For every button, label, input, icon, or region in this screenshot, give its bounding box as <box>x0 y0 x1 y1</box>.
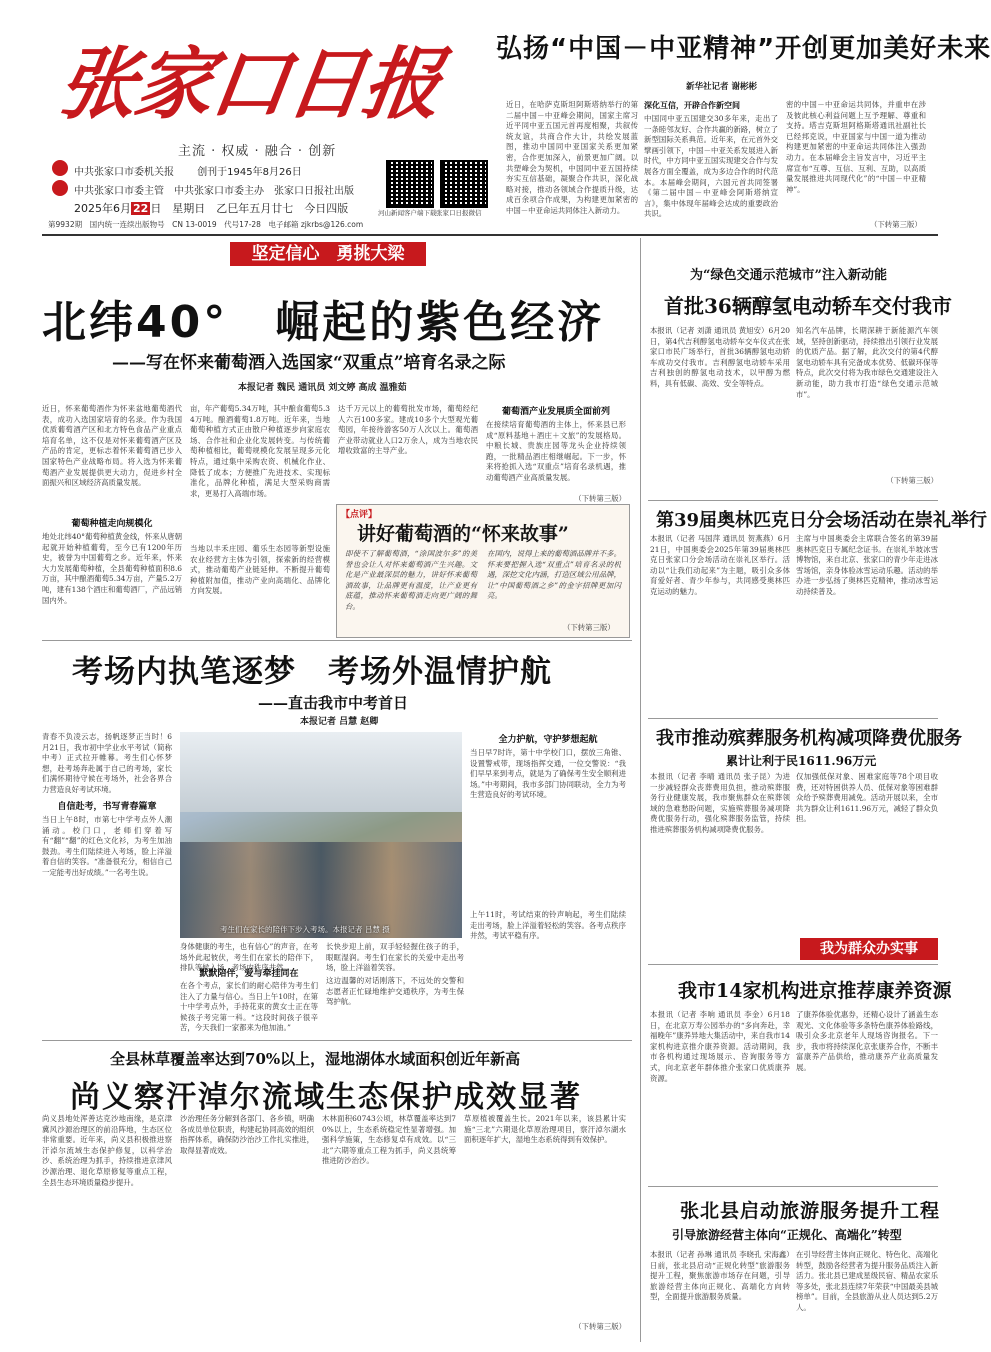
main-col1b-text: 地处北纬40°葡萄种植黄金线，怀来从唐朝起就开始种植葡萄，至今已有1200年历史，被誉为中国葡萄之乡。近年来，怀来大力发展葡萄种植，全县葡萄种植面积8.6万亩，其中酿酒葡萄5.34万亩，产量5.2万吨，建有138个酒庄和葡萄酒厂，产品远销国内外。 <box>42 532 182 605</box>
olympic-col1: 本报讯（记者 马国萍 通讯员 贺燕燕）6月21日，中国奥委会2025年第39届奥林匹克日张家口分会场活动在崇礼区举行。活动以“让我们动起来”为主题，吸引众多体育爱好者、青少年参与，共同感受奥林匹克运动的魅力。 <box>650 534 790 596</box>
main-article-col2 <box>190 404 330 624</box>
date-prefix: 2025年6月 <box>74 202 131 215</box>
main-article-subheadline: ——写在怀来葡萄酒入选国家“双重点”培育名录之际 <box>112 353 506 373</box>
tourism-col1: 本报讯（记者 孙琳 通讯员 李晓孔 宋海鑫）日前，张北县启动“正规化转型”旅游服务提升工程，聚焦旅游市场存在问题，引导旅游经营主体向正规化、高端化方向转型，全面提升旅游服务质量。 <box>650 1250 790 1302</box>
exam-col1b-text: 当日上午8时，市第七中学考点外人潮涌动。校门口，老师们穿着写有“翻”“翻”的红色文化衫，为考生加油鼓劲。考生们陆续进入考场，脸上洋溢着自信的笑容。“准备很充分，相信自己一定能考出好成绩。”一名考生说。 <box>42 815 172 877</box>
ecology-col4-text: 草原植被覆盖生长。2021年以来，该县累计实施“三北”六期退化草原治理项目，察汗淖尔湖水面积逐年扩大，湿地生态系统得到有效保护。 <box>464 1114 626 1145</box>
newspaper-logo: 张家口日报 <box>52 39 446 130</box>
funeral-subheadline: 累计让利于民1611.96万元 <box>726 754 877 768</box>
main-col4-subhead: 葡萄酒产业发展质全面前列 <box>501 407 610 417</box>
exam-article-byline: 本报记者 吕慧 赵卿 <box>300 717 379 727</box>
photo-building <box>180 732 462 812</box>
qr-code-wechat <box>440 160 488 208</box>
commentary-headline: 讲好葡萄酒的“怀来故事” <box>357 523 569 545</box>
commentary-col2: 在国内，说得上来的葡萄酒品牌并不多。怀来要把握入选“双重点”培育名录的机遇，深挖文化内涵，打造区域公用品牌，让“中国葡萄酒之乡”的金字招牌更加闪亮。 <box>487 549 621 601</box>
exam-col2 <box>180 942 318 1032</box>
exam-col1-subhead: 自信赴考，书写青春篇章 <box>57 802 157 812</box>
tourism-col2: 在引导经营主体向正规化、特色化、高端化转型，鼓励各经营者为提升服务品质注入新活力。张北县已建成星级民宿、精品农家乐等多处，张北县连续7年荣获“中国最美县城榜单”。目前，全县旅游从业人员达到5.2万人。 <box>796 1250 938 1312</box>
commentary-box <box>336 504 630 638</box>
exam-col3-text: 长快步迎上前，双手轻轻握住孩子的手，眼眶湿润。考生们在家长的关爱中走出考场，脸上洋溢着笑容。 <box>326 942 464 973</box>
main-article-col1 <box>42 404 182 624</box>
ecology-continue: （下转第三版） <box>574 1322 626 1331</box>
exam-col2b-text: 在各个考点，家长们的耐心陪伴为考生们注入了力量与信心。当日上午10时，在第十中学考点外，手持花束的黄女士正在等候孩子考完第一科。“这段时间孩子很辛苦，今天我们一家都来为他加油。” <box>180 981 318 1033</box>
slogan: 主流 · 权威 · 融合 · 创新 <box>178 144 337 159</box>
logo-mark-icon <box>52 160 68 176</box>
exam-col4-text: 当日早7时许，第十中学校门口，摆放三角锥、设置警戒带，现场指挥交通，一位交警说：“我们早早来到考点，就是为了确保考生安全顺利进场。”中考期间，我市多部门协同联动，全力为考生营造良好的考试环境。 <box>470 748 626 800</box>
exam-col2-text: 身体健康的考生，也有信心”的声音，在考场外此起彼伏，考生们在家长的陪伴下，排队等候入场，考场内秩序井然。 <box>180 942 318 973</box>
olympic-headline: 第39届奥林匹克日分会场活动在崇礼举行 <box>656 510 988 531</box>
issue-date <box>74 200 348 216</box>
main-col2b-text: 当地以丰禾庄园、葡乐生态园等新型设施农业经营方主体为引领，探索新的经营模式，推动葡萄产业链延伸。不断提升葡萄种植附加值，推动产业向高端化、品牌化方向发展。 <box>190 544 330 596</box>
exam-col4b-text: 上午11时，考试结束的铃声响起，考生们陆续走出考场，脸上洋溢着轻松的笑容。各考点秩序井然，考试平稳有序。 <box>470 910 626 941</box>
elderly-headline: 我市14家机构进京推荐康养资源 <box>678 980 952 1002</box>
qr-code-app <box>386 160 434 208</box>
exam-col4-subhead: 全力护航，守护梦想起航 <box>498 735 598 745</box>
right-divider-1 <box>648 500 938 501</box>
right-divider-4 <box>648 1186 938 1187</box>
photo-caption: 考生们在家长的陪伴下步入考场。本报记者 吕慧 摄 <box>220 925 390 934</box>
top-article-headline: 弘扬“中国－中亚精神”开创更加美好未来 <box>496 34 991 64</box>
top-article-byline: 新华社记者 谢彬彬 <box>686 82 757 92</box>
exam-photo <box>180 732 462 938</box>
right-divider-2 <box>648 718 938 719</box>
qr-app-label: 河山新闻客户端下载 <box>378 209 437 217</box>
section-divider-2 <box>42 1040 632 1041</box>
org-name: 中共张家口市委机关报 <box>74 167 174 178</box>
main-col4-continue: （下转第三版） <box>574 494 626 503</box>
tourism-headline: 张北县启动旅游服务提升工程 <box>680 1200 941 1222</box>
section-divider-1 <box>42 640 632 641</box>
funeral-col2: 仅加强低保对象、困难家庭等78个项目收费，还对特困供养人员、低保对象等困难群众给予殡葬费用减免。活动开展以来，全市共为群众让利1611.96万元，减轻了群众负担。 <box>796 772 938 824</box>
exam-col2-subhead: 默默陪伴，爱与牵挂同在 <box>199 969 299 979</box>
funeral-headline: 我市推动殡葬服务机构减项降费优服务 <box>656 728 962 749</box>
exam-col3 <box>326 942 464 1032</box>
top-article-continue: （下转第三版） <box>870 220 922 229</box>
exam-col3b-text: 这边温馨的对话刚落下，不远处的交警和志愿者正忙碌地维护交通秩序，为考生保驾护航。 <box>326 976 464 1007</box>
ecology-kicker: 全县林草覆盖率达到70%以上，湿地湖体水域面积创近年新高 <box>110 1050 521 1068</box>
masthead-divider <box>42 234 938 236</box>
exam-article-headline: 考场内执笔逐梦 考场外温情护航 <box>72 654 552 690</box>
tourism-subheadline: 引导旅游经营主体向“正规化、高端化”转型 <box>672 1228 902 1242</box>
main-article-col3: 达千万元以上的葡萄批发市场，葡萄经纪人六百100多家。建成10多个大型观光葡萄园，年接待游客50万人次以上。葡萄酒产业带动就业人口2万余人，成为当地农民增收致富的主导产业。 <box>338 404 478 456</box>
exam-col1 <box>42 732 172 1032</box>
org-line-1 <box>74 163 302 178</box>
top-article-col1: 近日，在哈萨克斯坦阿斯塔纳举行的第二届中国－中亚峰会期间，国家主席习近平同中亚五国元首再度相聚，共叙传统友谊，共商合作大计，共绘发展蓝图，推动中国同中亚国家关系更加紧密，合作更加深入，前景更加广阔。以共塑峰会为契机，中国同中亚五国持续夯实互信基础，凝聚合作共识，深化战略对接，推动各领域合作提质升级，达成百余项合作成果，为构建更加紧密的中国－中亚命运共同体注入新动力。 <box>506 100 638 215</box>
date-suffix: 日 星期日 乙巳年五月廿七 今日四版 <box>150 202 349 215</box>
main-article-headline: 北纬40° 崛起的紫色经济 <box>42 297 605 348</box>
ecology-col4 <box>464 1114 626 1340</box>
elderly-col2: 了康养体验优惠券，还精心设计了涵盖生态观光、文化体验等多条特色康养体验路线，吸引众多北京老年人现场咨询报名。下一步，我市将持续深化京张康养合作，不断丰富康养产品供给，推动康养产业高质量发展。 <box>796 1010 938 1072</box>
exam-article-subheadline: ——直击我市中考首日 <box>258 694 409 712</box>
qr-wechat-label: 张家口日报微信 <box>436 209 482 217</box>
commentary-tag: 【点评】 <box>341 510 378 520</box>
main-col1-text: 近日，怀来葡萄酒作为怀来盆地葡萄酒代表，成功入选国家培育的名录。作为我国优质葡萄酒产区和北方特色食品产业重点培育名单，这不仅是对怀来葡萄酒产区及产品的肯定，更标志着怀来葡萄酒已步入国家特色产业战略布局。将入选为怀来葡萄酒产业发展提供更大动力，促进乡村全面振兴和区域经济高质量发展。 <box>42 404 182 488</box>
main-col2-text: 亩，年产葡萄5.34万吨，其中酿食葡萄5.34万吨。酿酒葡萄1.8万吨。近年来，当地葡萄种植方式正由散户种植逐步向家庭农场、合作社和企业化发展转变。与传统葡萄种植相比，葡萄规模化发展呈现多元化特点，通过集中采购农资、机械化作业、降低了成本；方便推广先进技术、实现标准化，品牌化种植，满足大型采购商需求，更易打入高端市场。 <box>190 404 330 498</box>
bus-kicker: 为“绿色交通示范城市”注入新动能 <box>690 268 887 283</box>
ecology-col1: 尚义县地处浑善达克沙地南缘，是京津冀风沙源治理区的前沿阵地，生态区位非常重要。近年来，尚义县积极推进察汗淖尔流域生态保护修复，以科学治沙、系统治理为抓手，持续推进京津风沙源治理、退化草原修复等重点工程，全县生态环境质量稳步提升。 <box>42 1114 172 1187</box>
bus-headline: 首批36辆醇氢电动轿车交付我市 <box>664 294 952 318</box>
top-article-col3: 密的中国－中亚命运共同体，并重申在涉及彼此核心利益问题上互予理解、尊重和支持。塔吉克斯坦阿格斯塔通讯社副社长已经邦克说，中亚国家与中国一道为推动构建更加紧密的中亚命运共同体注入强劲动力。在本届峰会主旨发言中，习近平主席宣布“互尊、互信、互利、互助，以高质量发展推进共同现代化”的“中国－中亚精神”。 <box>786 100 926 194</box>
commentary-continue: （下转第三版） <box>563 623 615 632</box>
logo-mark-icon-2 <box>52 180 68 196</box>
ecology-col2: 沙治理任务分解到各部门、各乡镇，明确各成员单位职责，构建起协同高效的组织指挥体系，确保防沙治沙工作扎实推进，取得显著成效。 <box>180 1114 314 1155</box>
main-article-byline: 本报记者 魏民 通讯员 刘文婷 高成 温雅茹 <box>238 383 407 393</box>
org-line-2: 中共张家口市委主管 中共张家口市委主办 张家口日报社出版 <box>74 186 354 197</box>
issue-info: 第9932期 国内统一连续出版物号 CN 13-0019 代号17-28 电子邮箱 zjkrbs@126.com <box>48 220 364 229</box>
exam-col1-text: 青春不负凌云志，扬帆逐梦正当时！6月21日，我市初中学业水平考试（简称中考）正式拉开帷幕。考生们心怀梦想，赴考场奔赴属于自己的考场，家长们满怀期待守候在考场外，社会各界合力营造良好考试环境。 <box>42 732 172 794</box>
main-col4-text: 在接续培育葡萄酒的主体上，怀来县已形成“原料基地＋酒庄＋文旅”的发展格局。中粮长城、贵族庄园等龙头企业持续领跑，一批精品酒庄相继崛起。下一步，怀来将抢抓入选“双重点”培育名录机遇，推动葡萄酒产业高质量发展。 <box>486 420 626 482</box>
date-day: 22 <box>133 202 149 215</box>
bus-col2 <box>796 326 938 498</box>
bus-continue: （下转第三版） <box>886 476 938 485</box>
ecology-headline: 尚义察汗淖尔流域生态保护成效显著 <box>70 1080 582 1115</box>
founded-date: 创刊于1945年8月26日 <box>197 167 302 178</box>
ecology-col3: 木林面积60743公顷，林草覆盖率达到70%以上，生态系统稳定性显著增强。加强科学施策，生态修复卓有成效。以“三北”六期等重点工程为抓手，尚义县统筹推进防沙治沙。 <box>322 1114 456 1166</box>
top-article-subhead: 深化互信，开辟合作新空间 <box>644 100 740 110</box>
topic-banner: 坚定信心 勇挑大梁 <box>230 242 426 266</box>
right-column-divider <box>640 238 641 1342</box>
main-article-col4 <box>486 404 626 504</box>
service-tag: 我为群众办实事 <box>800 938 938 960</box>
top-article-col2 <box>644 100 778 232</box>
olympic-col2: 主席与中国奥委会主席联合签名的第39届奥林匹克日专属纪念证书。在崇礼半坡冰雪博物馆，来自北京、张家口的青少年走进冰雪场馆，亲身体验冰雪运动乐趣。活动的举办进一步弘扬了奥林匹克精神，推动冰雪运动持续普及。 <box>796 534 938 596</box>
right-divider-3 <box>648 964 938 965</box>
bus-col1: 本报讯（记者 刘潇 通讯员 黄旭安）6月20日，第4代吉利醇氢电动轿车交车仪式在张家口市民广场举行，首批36辆醇氢电动轿车成功交付我市。吉利醇氢电动轿车采用吉利独创的醇氢电动技术，以甲醇为燃料，具有低碳、高效、安全等特点。 <box>650 326 790 388</box>
exam-col4 <box>470 732 626 1032</box>
main-col1-subhead: 葡萄种植走向规模化 <box>71 519 153 529</box>
bus-col2-text: 知名汽车品牌，长期深耕于新能源汽车领域，坚持创新驱动，持续推出引领行业发展的优质产品。据了解，此次交付的第4代醇氢电动轿车具有完备成本优势、低碳环保等特点，此次交付将为我市绿色交通建设注入新动能，助力我市打造“绿色交通示范城市”。 <box>796 326 938 399</box>
elderly-col1: 本报讯（记者 李响 通讯员 李金）6月18日，在北京万寿公园举办的“多向奔赴，幸福晚年”康养异地大集活动中，来自我市14家机构进京推介康养资源。活动期间，我市各机构通过现场展示、咨询服务等方式，向北京老年群体推介张家口优质康养资源。 <box>650 1010 790 1083</box>
top-article-col2-text: 中国同中亚五国建交30多年来，走出了一条睦邻友好、合作共赢的新路，树立了新型国际关系典范。近年来，在元首外交擘画引领下，中国－中亚关系发展进入新时代，中方同中亚五国实现建交合作与发展各方面全覆盖，成为多边合作的时代范本。本届峰会期间，六国元首共同签署《第二届中国－中亚峰会阿斯塔纳宣言》，集中体现年届峰会达成的重要政治共识。 <box>644 114 778 219</box>
funeral-col1: 本报讯（记者 李晴 通讯员 张子昆）为进一步减轻群众丧葬费用负担，推动殡葬服务行业健康发展，我市聚焦群众在殡葬领域的急难愁盼问题，实施殡葬服务减项降费优服务行动，强化殡葬服务监管，持续推进殡葬服务机构减项降费优服务。 <box>650 772 790 834</box>
commentary-col1: 即使不了解葡萄酒，“涂国波尔多”的美誉也会让人对怀来葡萄酒产生兴趣。文化是产业最深层的魅力，讲好怀来葡萄酒故事，让品牌更有温度，让产业更有底蕴，推动怀来葡萄酒走向更广阔的舞台。 <box>345 549 477 611</box>
top-article <box>496 28 991 232</box>
